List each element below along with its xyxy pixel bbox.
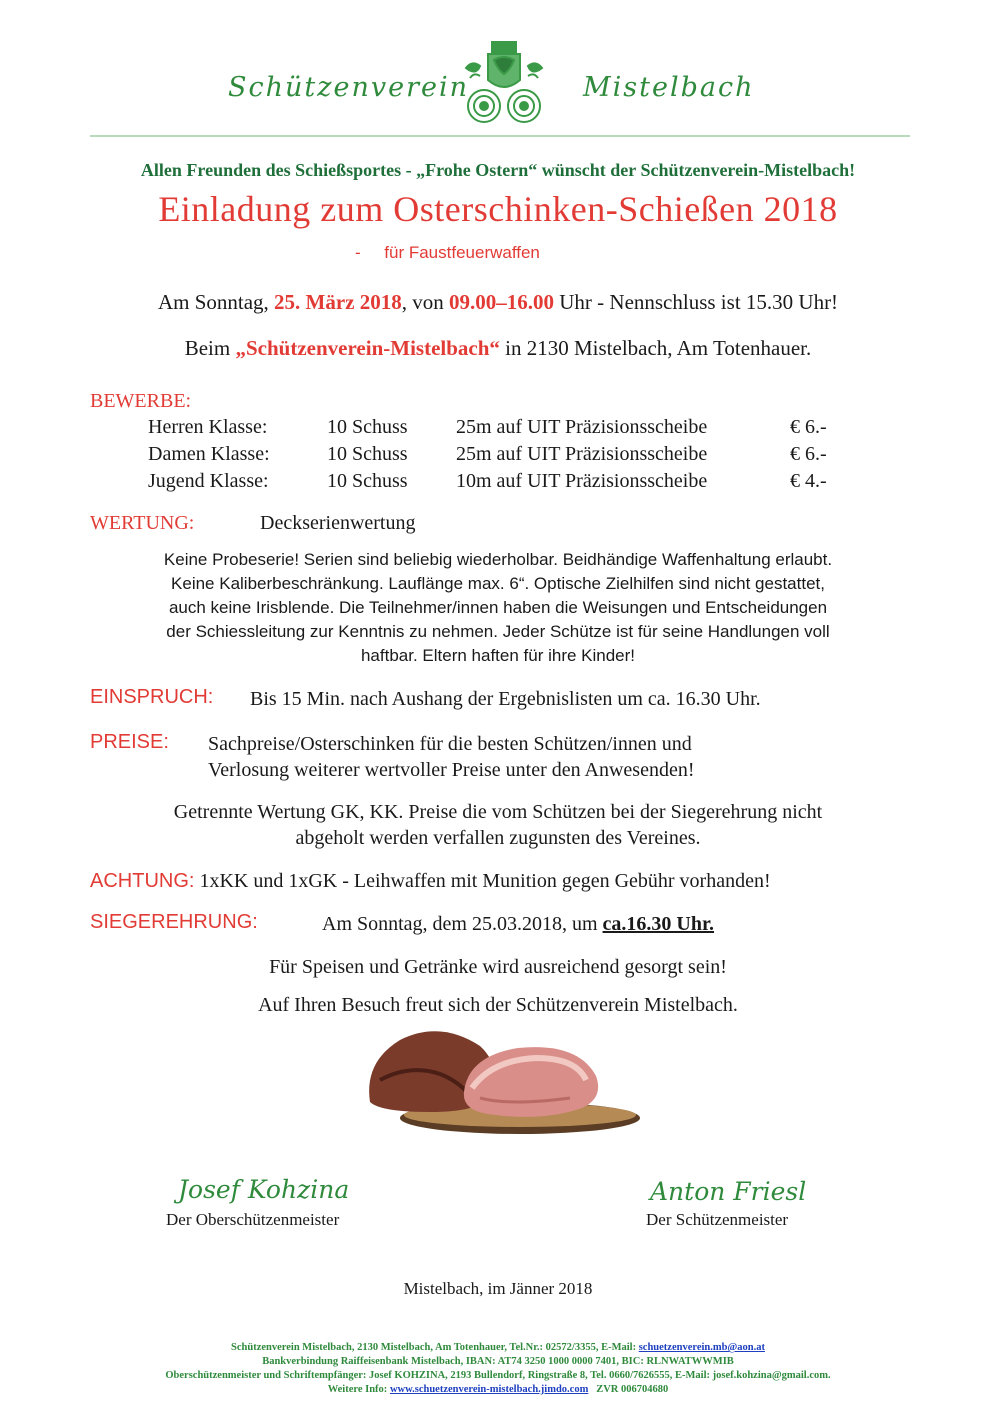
bewerbe-row-scheibe: 10m auf UIT Präzisionsscheibe: [456, 470, 708, 492]
footer-info-label: Weitere Info:: [327, 1384, 390, 1395]
preise-note: abgeholt werden verfallen zugunsten des Vereines.: [295, 827, 701, 849]
footer: [0, 1341, 996, 1397]
bewerbe-row-preis: € 6.-: [790, 416, 827, 438]
club-name-highlight: „Schützenverein-Mistelbach“: [235, 336, 500, 360]
bewerbe-row-schuss: 10 Schuss: [327, 443, 408, 465]
page-title: Einladung zum Osterschinken-Schießen 2018: [158, 189, 838, 229]
footer-line: [0, 1341, 996, 1355]
bewerbe-row-scheibe: 25m auf UIT Präzisionsscheibe: [456, 416, 708, 438]
closing-line: Für Speisen und Getränke wird ausreichend gesorgt sein!: [269, 956, 727, 978]
wertung-value: Deckserienwertung: [260, 512, 416, 534]
greeting-line: Allen Freunden des Schießsportes - „Frohe Ostern“ wünscht der Schützenverein-Mistelbach!: [140, 160, 856, 180]
club-crest-with-targets-icon: [458, 38, 550, 128]
siegerehrung-value: Am Sonntag, dem 25.03.2018, um: [322, 913, 603, 935]
bewerbe-row-scheibe: 25m auf UIT Präzisionsscheibe: [456, 443, 708, 465]
event-location-line: [0, 336, 996, 361]
achtung-label: ACHTUNG:: [90, 870, 195, 892]
signature-name: Anton Friesl: [650, 1177, 807, 1206]
footer-line: Bankverbindung Raiffeisenbank Mistelbach, IBAN: AT74 3250 1000 0000 7401, BIC: RLNWATWWMIB: [262, 1356, 734, 1367]
bewerbe-row-preis: € 4.-: [790, 470, 827, 492]
rules-block: [0, 548, 996, 668]
rules-line: auch keine Irisblende. Die Teilnehmer/innen haben die Weisungen und Entscheidungen: [168, 598, 828, 617]
footer-email-link[interactable]: schuetzenverein.mb@aon.at: [638, 1342, 765, 1353]
bewerbe-row-schuss: 10 Schuss: [327, 470, 408, 492]
page-subtitle: - für Faustfeuerwaffen: [355, 243, 540, 262]
preise-label: PREISE:: [90, 731, 169, 753]
einspruch-label: EINSPRUCH:: [90, 686, 214, 708]
wertung-label: WERTUNG:: [90, 512, 195, 534]
easter-ham-on-board-icon: [360, 1022, 640, 1140]
signature-role: Der Oberschützenmeister: [166, 1210, 340, 1229]
achtung-value: 1xKK und 1xGK - Leihwaffen mit Munition gegen Gebühr vorhanden!: [199, 870, 771, 892]
preise-line: Sachpreise/Osterschinken für die besten Schützen/innen und: [208, 733, 692, 755]
bewerbe-row-klasse: Damen Klasse:: [148, 443, 270, 465]
rules-line: haftbar. Eltern haften für ihre Kinder!: [360, 646, 636, 665]
location-prefix: Beim: [184, 336, 236, 360]
header-club-name-right: Mistelbach: [583, 72, 755, 103]
event-date-line: [0, 290, 996, 315]
siegerehrung-time: ca.16.30 Uhr.: [602, 913, 715, 935]
footer-address: Schützenverein Mistelbach, 2130 Mistelbach, Am Totenhauer, Tel.Nr.: 02572/3355, E-Mail:: [231, 1342, 639, 1353]
siegerehrung-label: SIEGEREHRUNG:: [90, 911, 258, 933]
preise-note: Getrennte Wertung GK, KK. Preise die vom Schützen bei der Siegerehrung nicht: [173, 801, 823, 823]
bewerbe-row-klasse: Herren Klasse:: [148, 416, 268, 438]
achtung-line: [90, 870, 771, 893]
rules-line: Keine Probeserie! Serien sind beliebig wiederholbar. Beidhändige Waffenhaltung erlaubt.: [163, 550, 833, 569]
date-mid: , von: [401, 290, 449, 314]
footer-line: Oberschützenmeister und Schriftempfänger: Josef KOHZINA, 2193 Bullendorf, Ringstraße 8, Tel. 0660/7626555, E-Mail: josef.kohzina@gmail.com.: [165, 1370, 831, 1381]
footer-line: [0, 1383, 996, 1397]
signature-role: Der Schützenmeister: [646, 1210, 789, 1229]
bewerbe-label: BEWERBE:: [90, 390, 192, 412]
place-date: Mistelbach, im Jänner 2018: [403, 1279, 593, 1298]
einspruch-value: Bis 15 Min. nach Aushang der Ergebnislisten um ca. 16.30 Uhr.: [250, 688, 761, 710]
date-prefix: Am Sonntag,: [157, 290, 275, 314]
bewerbe-row-preis: € 6.-: [790, 443, 827, 465]
bewerbe-row-schuss: 10 Schuss: [327, 416, 408, 438]
footer-zvr: ZVR 006704680: [588, 1384, 669, 1395]
bewerbe-row-klasse: Jugend Klasse:: [148, 470, 269, 492]
header-divider: [90, 135, 910, 137]
event-date: 25. März 2018: [274, 290, 402, 314]
rules-line: der Schiessleitung zur Kenntnis zu nehmen. Jeder Schütze ist für seine Handlungen voll: [166, 622, 830, 641]
closing-line: Auf Ihren Besuch freut sich der Schützenverein Mistelbach.: [258, 994, 738, 1016]
footer-website-link[interactable]: www.schuetzenverein-mistelbach.jimdo.com: [389, 1384, 589, 1395]
date-suffix: Uhr - Nennschluss ist 15.30 Uhr!: [554, 290, 839, 314]
signature-name: Josef Kohzina: [178, 1175, 350, 1204]
header-club-name-left: Schützenverein: [228, 72, 469, 103]
location-suffix: in 2130 Mistelbach, Am Totenhauer.: [499, 336, 812, 360]
preise-line: Verlosung weiterer wertvoller Preise unter den Anwesenden!: [208, 759, 695, 781]
rules-line: Keine Kaliberbeschränkung. Lauflänge max. 6“. Optische Zielhilfen sind nicht gestattet,: [171, 574, 825, 593]
siegerehrung-line: [322, 913, 714, 936]
event-time: 09.00–16.00: [449, 290, 554, 314]
